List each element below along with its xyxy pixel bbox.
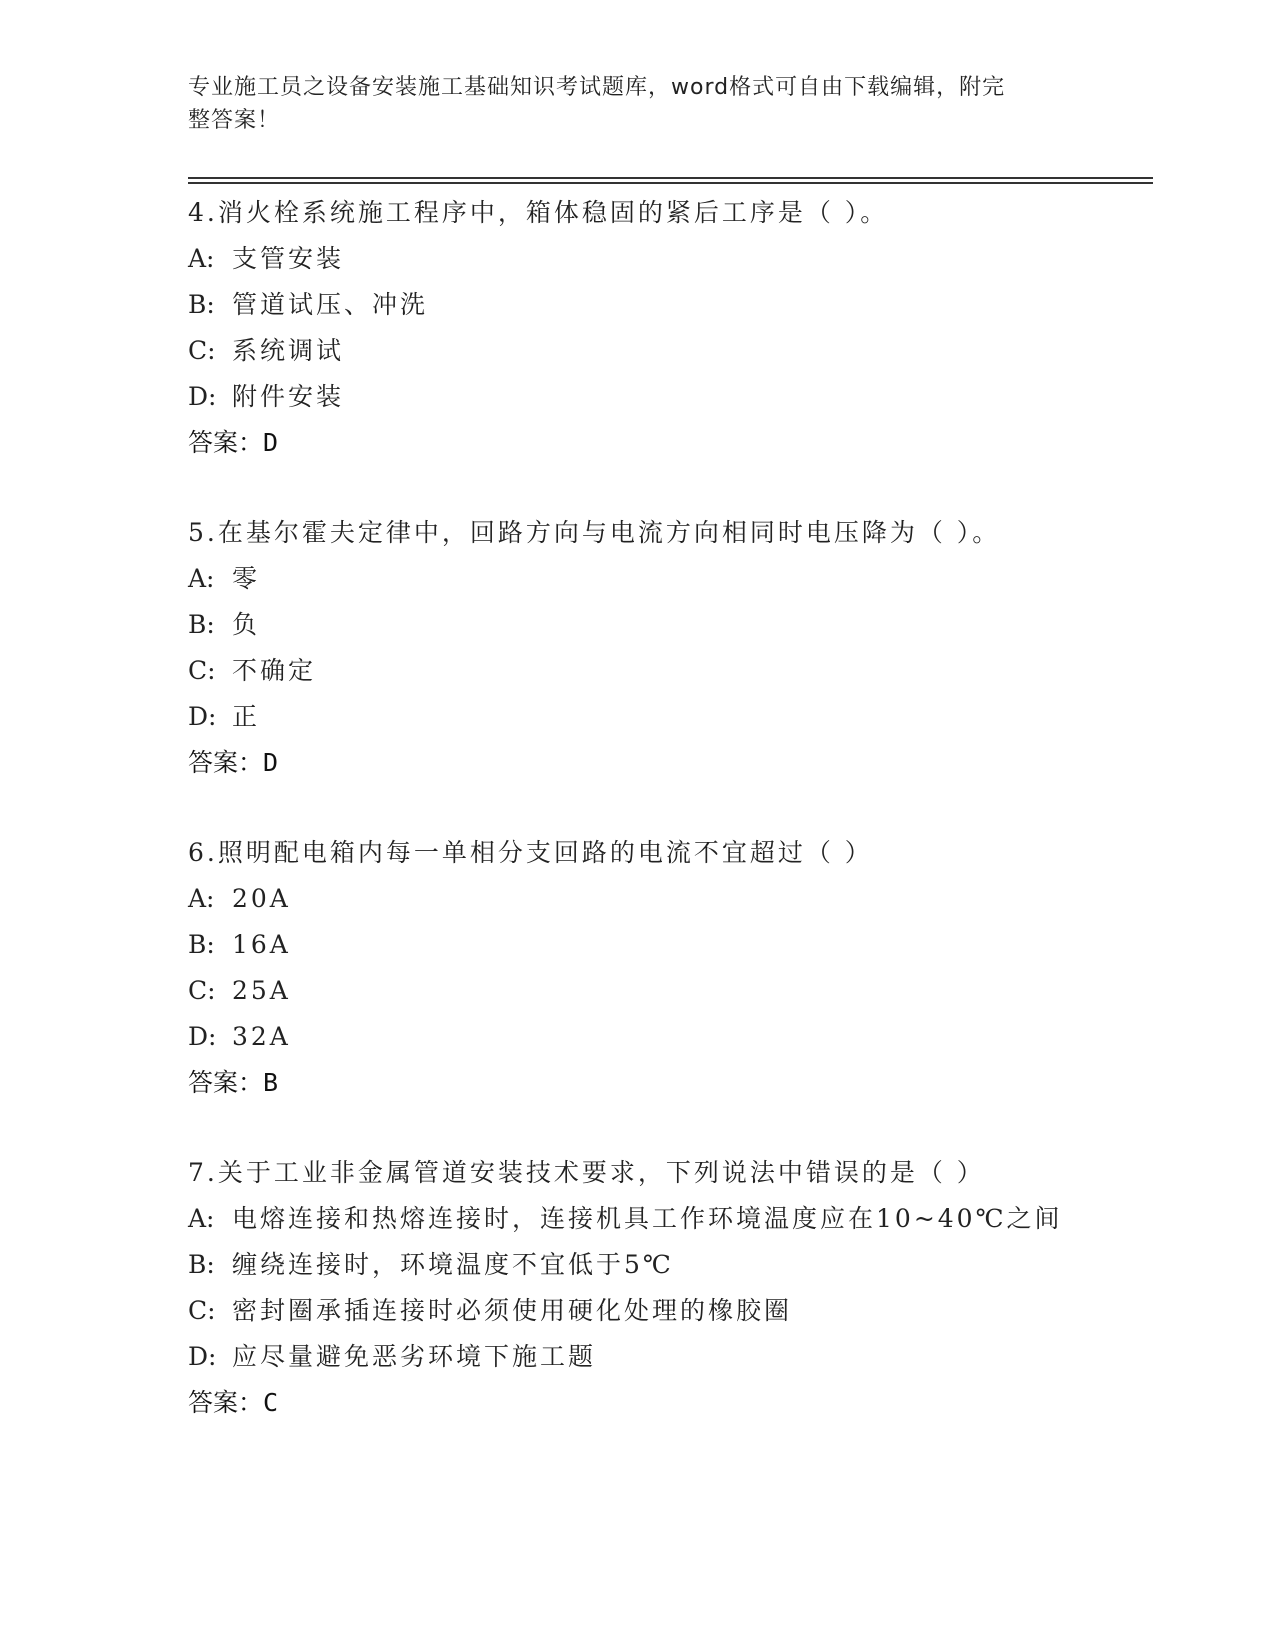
question-text: 7.关于工业非金属管道安装技术要求，下列说法中错误的是（ ） [188, 1158, 985, 1187]
option-c [188, 648, 1168, 694]
option-letter: C: [188, 976, 216, 1005]
question-text: 6.照明配电箱内每一单相分支回路的电流不宜超过（ ） [188, 838, 873, 867]
question-block [188, 830, 1168, 1106]
option-letter: B: [188, 930, 215, 959]
option-text: 附件安装 [232, 382, 345, 411]
option-letter: A: [188, 884, 215, 913]
option-letter: B: [188, 610, 215, 639]
question-block [188, 190, 1168, 466]
option-b [188, 602, 1168, 648]
option-text: 零 [232, 564, 261, 593]
option-d [188, 1014, 1168, 1060]
option-text: 缠绕连接时，环境温度不宜低于5℃ [232, 1250, 674, 1279]
answer-line [188, 1380, 1168, 1426]
option-text: 正 [232, 702, 261, 731]
option-letter: C: [188, 656, 216, 685]
question-text: 5.在基尔霍夫定律中，回路方向与电流方向相同时电压降为（ ）。 [188, 518, 1001, 547]
question-list [188, 190, 1168, 1470]
header-line-2: 整答案！ [188, 108, 281, 133]
option-letter: A: [188, 564, 215, 593]
option-a [188, 1196, 1168, 1242]
option-text: 密封圈承插连接时必须使用硬化处理的橡胶圈 [232, 1296, 793, 1325]
document-header [188, 71, 1068, 137]
answer-line [188, 740, 1168, 786]
answer-value: D [263, 748, 279, 777]
option-letter: D: [188, 702, 217, 731]
option-d [188, 694, 1168, 740]
option-letter: B: [188, 290, 215, 319]
option-text: 系统调试 [232, 336, 345, 365]
option-letter: A: [188, 244, 215, 273]
option-text: 不确定 [232, 656, 317, 685]
option-b [188, 922, 1168, 968]
answer-line [188, 1060, 1168, 1106]
answer-value: C [263, 1388, 279, 1417]
option-letter: C: [188, 1296, 216, 1325]
answer-label: 答案： [188, 428, 264, 457]
option-b [188, 282, 1168, 328]
answer-label: 答案： [188, 748, 264, 777]
option-c [188, 328, 1168, 374]
option-c [188, 968, 1168, 1014]
option-text: 支管安装 [232, 244, 345, 273]
option-text: 16A [232, 930, 291, 959]
option-d [188, 1334, 1168, 1380]
option-letter: C: [188, 336, 216, 365]
question-block [188, 1150, 1168, 1426]
option-letter: D: [188, 1342, 217, 1371]
answer-value: D [263, 428, 279, 457]
header-divider-top [188, 177, 1153, 179]
option-text: 负 [232, 610, 261, 639]
option-c [188, 1288, 1168, 1334]
answer-value: B [263, 1068, 279, 1097]
option-text: 应尽量避免恶劣环境下施工题 [232, 1342, 597, 1371]
header-line-1: 专业施工员之设备安装施工基础知识考试题库，word格式可自由下载编辑，附完 [188, 75, 1006, 100]
answer-label: 答案： [188, 1068, 264, 1097]
answer-line [188, 420, 1168, 466]
option-d [188, 374, 1168, 420]
question-block [188, 510, 1168, 786]
option-text: 管道试压、冲洗 [232, 290, 429, 319]
option-letter: D: [188, 382, 217, 411]
header-divider-bottom [188, 182, 1153, 184]
option-text: 25A [232, 976, 291, 1005]
answer-label: 答案： [188, 1388, 264, 1417]
option-letter: A: [188, 1204, 215, 1233]
option-text: 20A [232, 884, 291, 913]
option-letter: B: [188, 1250, 215, 1279]
option-a [188, 556, 1168, 602]
question-text: 4.消火栓系统施工程序中，箱体稳固的紧后工序是（ ）。 [188, 198, 889, 227]
option-letter: D: [188, 1022, 217, 1051]
option-text: 电熔连接和热熔连接时，连接机具工作环境温度应在10~40℃之间 [232, 1204, 1063, 1233]
option-text: 32A [232, 1022, 291, 1051]
option-a [188, 236, 1168, 282]
option-b [188, 1242, 1168, 1288]
option-a [188, 876, 1168, 922]
